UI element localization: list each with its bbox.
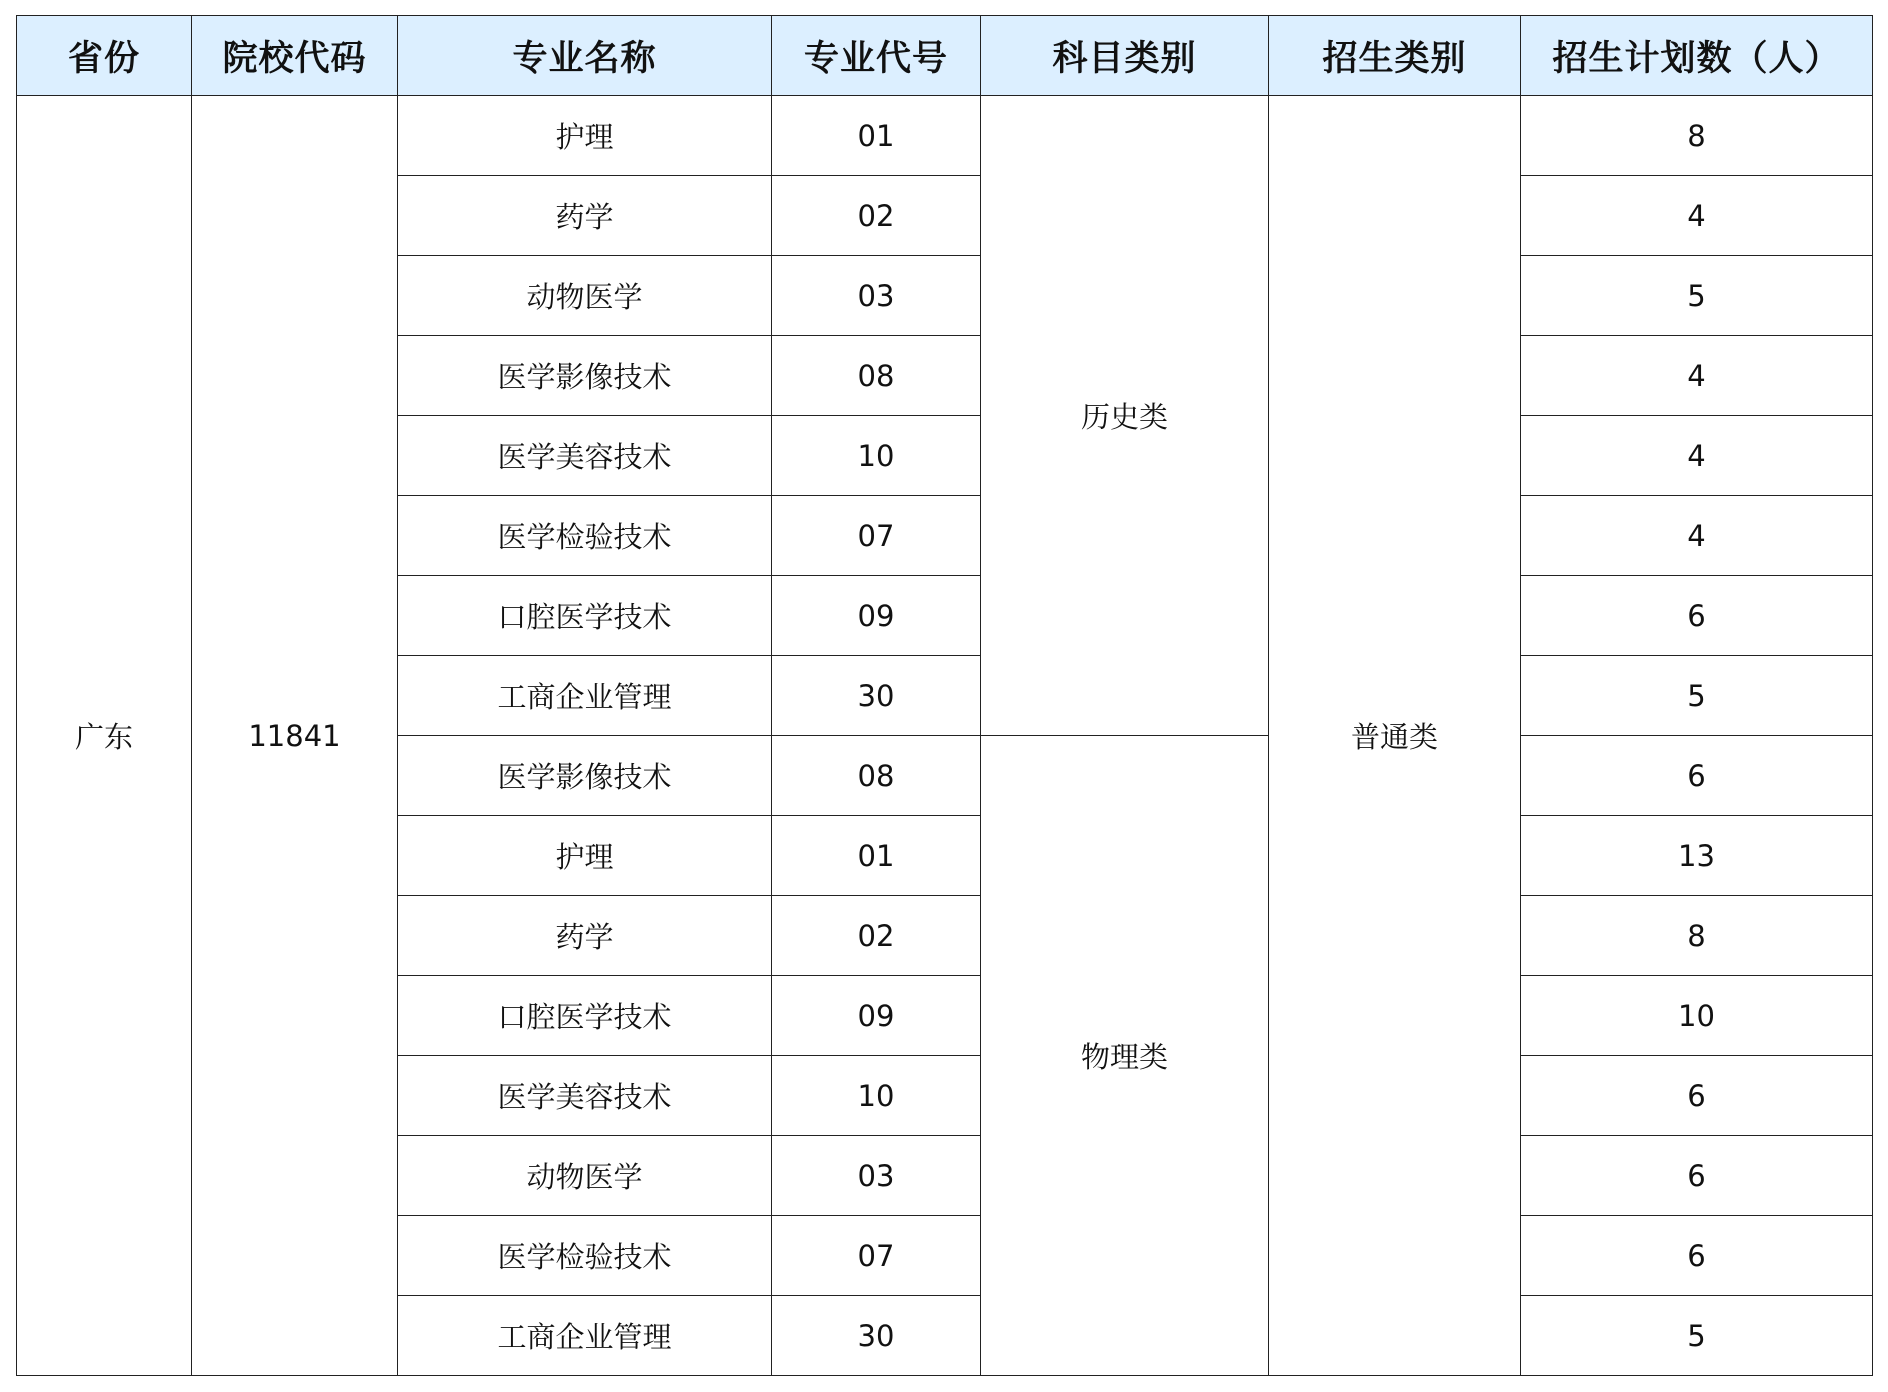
major-name-cell: 护理 xyxy=(398,96,772,176)
major-name-cell: 医学影像技术 xyxy=(398,736,772,816)
major-name-cell: 药学 xyxy=(398,896,772,976)
plan-count-cell: 4 xyxy=(1521,336,1873,416)
plan-count-cell: 8 xyxy=(1521,96,1873,176)
major-code-cell: 02 xyxy=(772,176,981,256)
major-name-cell: 口腔医学技术 xyxy=(398,576,772,656)
major-code-cell: 07 xyxy=(772,1216,981,1296)
header-province: 省份 xyxy=(17,16,192,96)
plan-count-cell: 4 xyxy=(1521,496,1873,576)
plan-count-cell: 6 xyxy=(1521,1056,1873,1136)
major-name-cell: 口腔医学技术 xyxy=(398,976,772,1056)
major-name-cell: 医学美容技术 xyxy=(398,1056,772,1136)
subject-category-cell: 物理类 xyxy=(981,736,1269,1376)
major-name-cell: 动物医学 xyxy=(398,256,772,336)
plan-count-cell: 5 xyxy=(1521,656,1873,736)
header-major-code: 专业代号 xyxy=(772,16,981,96)
major-name-cell: 医学检验技术 xyxy=(398,496,772,576)
plan-count-cell: 13 xyxy=(1521,816,1873,896)
major-code-cell: 03 xyxy=(772,256,981,336)
plan-count-cell: 5 xyxy=(1521,256,1873,336)
plan-count-cell: 6 xyxy=(1521,1136,1873,1216)
plan-count-cell: 6 xyxy=(1521,1216,1873,1296)
subject-category-cell: 历史类 xyxy=(981,96,1269,736)
major-code-cell: 30 xyxy=(772,1296,981,1376)
major-name-cell: 动物医学 xyxy=(398,1136,772,1216)
province-cell: 广东 xyxy=(17,96,192,1376)
major-code-cell: 03 xyxy=(772,1136,981,1216)
plan-count-cell: 5 xyxy=(1521,1296,1873,1376)
table-body xyxy=(17,96,1873,1376)
major-name-cell: 医学检验技术 xyxy=(398,1216,772,1296)
plan-count-cell: 4 xyxy=(1521,176,1873,256)
plan-count-cell: 6 xyxy=(1521,576,1873,656)
major-name-cell: 药学 xyxy=(398,176,772,256)
major-name-cell: 工商企业管理 xyxy=(398,656,772,736)
major-code-cell: 09 xyxy=(772,576,981,656)
plan-count-cell: 6 xyxy=(1521,736,1873,816)
major-code-cell: 10 xyxy=(772,1056,981,1136)
major-code-cell: 07 xyxy=(772,496,981,576)
header-plan-count: 招生计划数（人） xyxy=(1521,16,1873,96)
school-code-cell: 11841 xyxy=(192,96,398,1376)
major-name-cell: 护理 xyxy=(398,816,772,896)
plan-count-cell: 8 xyxy=(1521,896,1873,976)
plan-count-cell: 4 xyxy=(1521,416,1873,496)
plan-count-cell: 10 xyxy=(1521,976,1873,1056)
major-name-cell: 医学影像技术 xyxy=(398,336,772,416)
enrollment-plan-table xyxy=(16,15,1873,1376)
major-name-cell: 医学美容技术 xyxy=(398,416,772,496)
major-code-cell: 10 xyxy=(772,416,981,496)
header-school-code: 院校代码 xyxy=(192,16,398,96)
header-major-name: 专业名称 xyxy=(398,16,772,96)
enrollment-type-cell: 普通类 xyxy=(1269,96,1521,1376)
table-header-row xyxy=(17,16,1873,96)
major-code-cell: 01 xyxy=(772,96,981,176)
header-subject-category: 科目类别 xyxy=(981,16,1269,96)
major-code-cell: 09 xyxy=(772,976,981,1056)
major-code-cell: 08 xyxy=(772,736,981,816)
major-code-cell: 02 xyxy=(772,896,981,976)
major-code-cell: 08 xyxy=(772,336,981,416)
major-name-cell: 工商企业管理 xyxy=(398,1296,772,1376)
enrollment-plan-table-wrapper xyxy=(16,15,1873,1376)
table-row xyxy=(17,96,1873,176)
major-code-cell: 01 xyxy=(772,816,981,896)
major-code-cell: 30 xyxy=(772,656,981,736)
header-enrollment-type: 招生类别 xyxy=(1269,16,1521,96)
